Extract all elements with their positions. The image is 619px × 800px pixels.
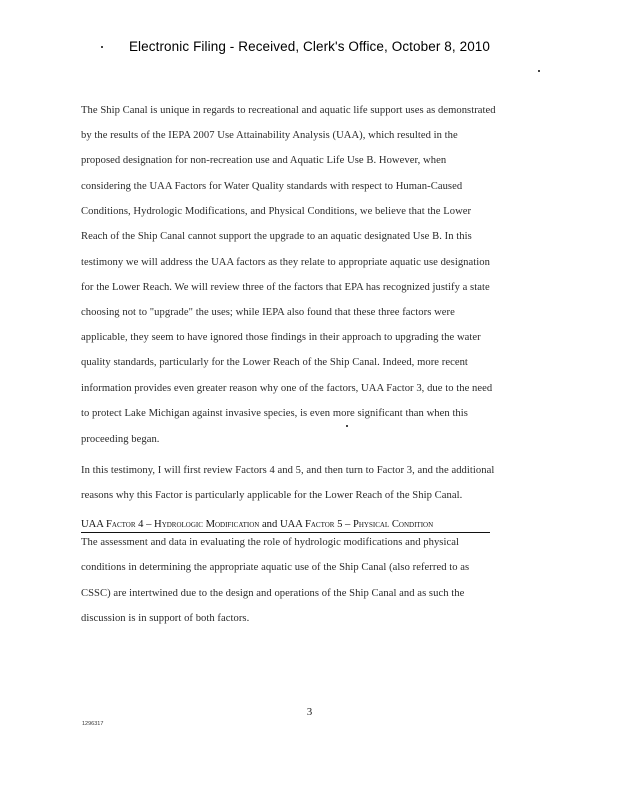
section-paragraph-line: conditions in determining the appropriate aquatic use of the Ship Canal (also referred to as xyxy=(81,562,470,573)
section-paragraph-line: discussion is in support of both factors. xyxy=(81,613,250,624)
paragraph-2-line: reasons why this Factor is particularly applicable for the Lower Reach of the Ship Canal. xyxy=(81,490,463,501)
page-number: 3 xyxy=(306,706,313,718)
paragraph-1-line: by the results of the IEPA 2007 Use Attainability Analysis (UAA), which resulted in the xyxy=(81,130,458,141)
paragraph-1-line: to protect Lake Michigan against invasive species, is even more significant than when this xyxy=(81,408,468,419)
paragraph-1-line: for the Lower Reach. We will review three of the factors that EPA has recognized justify a state xyxy=(81,282,490,293)
paragraph-1-line: information provides even greater reason why one of the factors, UAA Factor 3, due to the need xyxy=(81,383,493,394)
electronic-filing-header: Electronic Filing - Received, Clerk's Office, October 8, 2010 xyxy=(128,39,491,54)
paragraph-1-line: proposed designation for non-recreation use and Aquatic Life Use B. However, when xyxy=(81,155,447,166)
scan-speck xyxy=(101,46,103,48)
paragraph-1-line: testimony we will address the UAA factors as they relate to appropriate aquatic use designation xyxy=(81,257,490,268)
scan-speck xyxy=(346,425,348,427)
paragraph-1-line: considering the UAA Factors for Water Quality standards with respect to Human-Caused xyxy=(81,181,463,192)
section-heading-factor-5: UAA Factor 5 – Physical Condition xyxy=(279,519,434,530)
paragraph-1-line: applicable, they seem to have ignored those findings in their approach to upgrading the water xyxy=(81,332,481,343)
paragraph-1-line: The Ship Canal is unique in regards to recreational and aquatic life support uses as demonstrated xyxy=(81,105,496,116)
paragraph-1-line: Conditions, Hydrologic Modifications, and Physical Conditions, we believe that the Lower xyxy=(81,206,472,217)
document-id: 1296317 xyxy=(82,721,104,727)
paragraph-1-line: quality standards, particularly for the Lower Reach of the Ship Canal. Indeed, more recent xyxy=(81,357,468,368)
section-heading xyxy=(81,518,490,533)
section-heading-connector: and xyxy=(261,519,278,530)
section-paragraph-line: The assessment and data in evaluating the role of hydrologic modifications and physical xyxy=(81,537,459,548)
section-paragraph-line: CSSC) are intertwined due to the design and operations of the Ship Canal and as such the xyxy=(81,588,465,599)
paragraph-1-line: proceeding began. xyxy=(81,434,160,445)
paragraph-1-line: choosing not to "upgrade" the uses; while IEPA also found that these three factors were xyxy=(81,307,455,318)
scan-speck xyxy=(538,70,540,72)
section-heading-factor-4: UAA Factor 4 – Hydrologic Modification xyxy=(81,519,260,530)
paragraph-2-line: In this testimony, I will first review Factors 4 and 5, and then turn to Factor 3, and the additional xyxy=(81,465,495,476)
paragraph-1-line: Reach of the Ship Canal cannot support the upgrade to an aquatic designated Use B. In this xyxy=(81,231,472,242)
